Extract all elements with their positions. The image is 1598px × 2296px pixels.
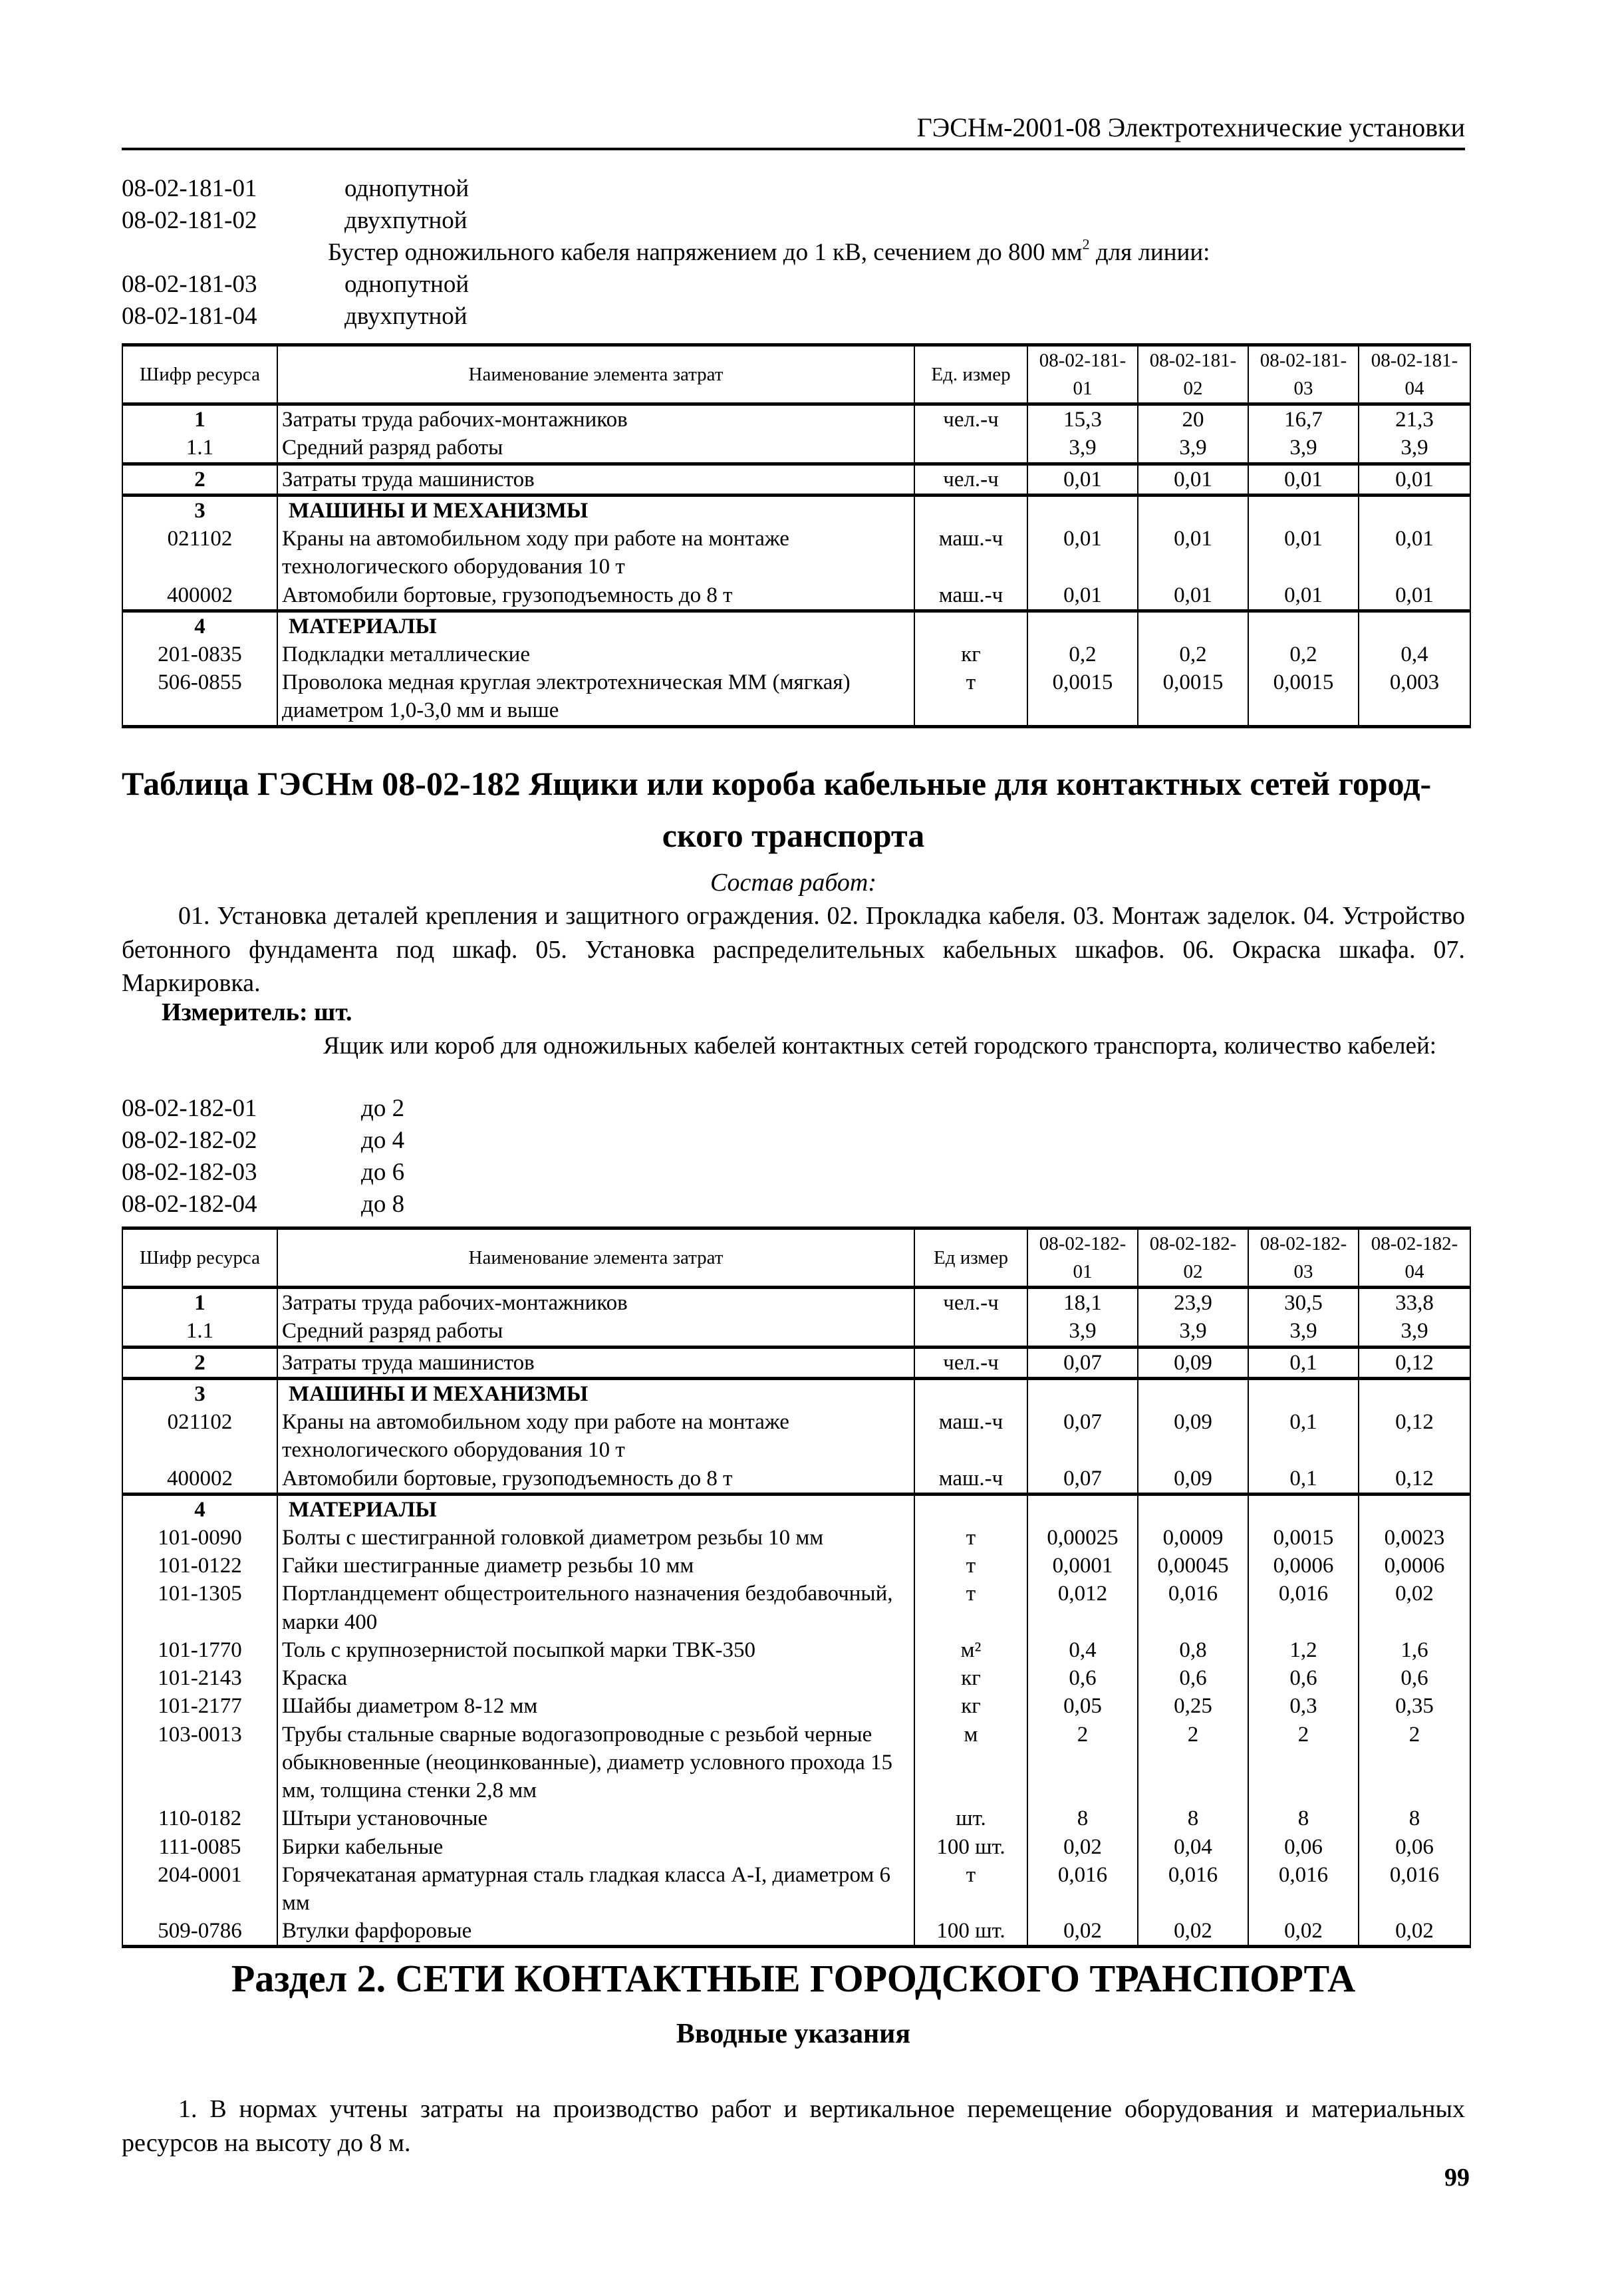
row-value-col-1: 3,9 xyxy=(1027,434,1138,464)
row-name: Краска xyxy=(277,1664,914,1692)
row-name: МАШИНЫ И МЕХАНИЗМЫ xyxy=(277,495,914,525)
row-value-col-1: 0,6 xyxy=(1027,1664,1138,1692)
row-value-col-3: 0,016 xyxy=(1248,1861,1359,1917)
table-row xyxy=(122,1524,1470,1552)
row-value-col-4: 0,35 xyxy=(1359,1692,1470,1720)
header-col-2: 08-02-182-02 xyxy=(1138,1228,1248,1288)
table-row xyxy=(122,611,1470,641)
code-item-desc: до 4 xyxy=(361,1127,405,1154)
header-col-1: 08-02-181-01 xyxy=(1027,345,1138,404)
row-value-col-2: 0,01 xyxy=(1138,525,1248,581)
row-name: Краны на автомобильном ходу при работе на монтаже технологического оборудования 10 т xyxy=(277,1408,914,1464)
row-value-col-2: 0,8 xyxy=(1138,1636,1248,1664)
row-code: 4 xyxy=(122,1494,277,1524)
row-unit: 100 шт. xyxy=(914,1833,1027,1861)
row-value-col-4: 33,8 xyxy=(1359,1288,1470,1318)
row-value-col-3: 8 xyxy=(1248,1804,1359,1832)
table182-title-line1: Таблица ГЭСНм 08-02-182 Ящики или короба кабельные для контактных сетей город- xyxy=(122,765,1432,802)
row-value-col-1 xyxy=(1027,1378,1138,1408)
row-value-col-3: 0,2 xyxy=(1248,641,1359,668)
row-value-col-3: 0,01 xyxy=(1248,581,1359,611)
row-value-col-4: 0,0023 xyxy=(1359,1524,1470,1552)
table-row xyxy=(122,1347,1470,1378)
row-value-col-4: 0,12 xyxy=(1359,1408,1470,1464)
row-value-col-1: 0,07 xyxy=(1027,1347,1138,1378)
section-subtitle: Вводные указания xyxy=(676,2019,911,2049)
row-unit: маш.-ч xyxy=(914,581,1027,611)
row-value-col-4: 8 xyxy=(1359,1804,1470,1832)
row-value-col-3: 0,6 xyxy=(1248,1664,1359,1692)
row-value-col-4 xyxy=(1359,611,1470,641)
row-value-col-2: 0,2 xyxy=(1138,641,1248,668)
row-name: Автомобили бортовые, грузоподъемность до 8 т xyxy=(277,1465,914,1495)
row-value-col-2: 0,00045 xyxy=(1138,1552,1248,1580)
row-code: 1 xyxy=(122,1288,277,1318)
row-value-col-2: 0,016 xyxy=(1138,1580,1248,1636)
row-value-col-3 xyxy=(1248,1494,1359,1524)
row-value-col-3: 0,02 xyxy=(1248,1917,1359,1947)
row-value-col-4: 1,6 xyxy=(1359,1636,1470,1664)
table-row xyxy=(122,404,1470,434)
row-unit: т xyxy=(914,668,1027,726)
row-value-col-2: 0,016 xyxy=(1138,1861,1248,1917)
row-name: МАТЕРИАЛЫ xyxy=(277,1494,914,1524)
code-item-code: 08-02-182-01 xyxy=(122,1095,257,1122)
row-value-col-4: 3,9 xyxy=(1359,434,1470,464)
row-name: Автомобили бортовые, грузоподъемность до 8 т xyxy=(277,581,914,611)
row-unit: т xyxy=(914,1580,1027,1636)
row-value-col-1: 2 xyxy=(1027,1721,1138,1805)
note-superscript: 2 xyxy=(1082,235,1090,253)
row-name: Втулки фарфоровые xyxy=(277,1917,914,1947)
header-code: Шифр ресурса xyxy=(122,1228,277,1288)
row-value-col-3: 0,0015 xyxy=(1248,1524,1359,1552)
code-item-code: 08-02-182-04 xyxy=(122,1191,257,1218)
row-value-col-1: 0,02 xyxy=(1027,1833,1138,1861)
row-value-col-1: 0,0015 xyxy=(1027,668,1138,726)
row-value-col-3: 0,016 xyxy=(1248,1580,1359,1636)
code-item xyxy=(122,302,1465,334)
row-code: 400002 xyxy=(122,1465,277,1495)
row-value-col-1: 0,01 xyxy=(1027,581,1138,611)
table-row xyxy=(122,464,1470,495)
code-item-code: 08-02-181-02 xyxy=(122,207,257,234)
table-row xyxy=(122,1664,1470,1692)
row-value-col-1: 0,0001 xyxy=(1027,1552,1138,1580)
row-value-col-3 xyxy=(1248,1378,1359,1408)
row-value-col-2: 0,6 xyxy=(1138,1664,1248,1692)
row-code: 2 xyxy=(122,1347,277,1378)
work-composition-label: Состав работ: xyxy=(710,869,877,897)
header-col-3: 08-02-181-03 xyxy=(1248,345,1359,404)
row-value-col-1: 0,00025 xyxy=(1027,1524,1138,1552)
row-code: 201-0835 xyxy=(122,641,277,668)
row-code: 101-1770 xyxy=(122,1636,277,1664)
row-name: Краны на автомобильном ходу при работе на монтаже технологического оборудования 10 т xyxy=(277,525,914,581)
row-value-col-4: 0,12 xyxy=(1359,1347,1470,1378)
row-code: 101-2143 xyxy=(122,1664,277,1692)
row-value-col-2 xyxy=(1138,1378,1248,1408)
table-row xyxy=(122,581,1470,611)
row-value-col-4: 0,01 xyxy=(1359,525,1470,581)
row-value-col-2: 0,09 xyxy=(1138,1347,1248,1378)
row-value-col-1: 0,016 xyxy=(1027,1861,1138,1917)
table-row xyxy=(122,434,1470,464)
table-row xyxy=(122,1288,1470,1318)
row-name: Затраты труда машинистов xyxy=(277,1347,914,1378)
row-unit: т xyxy=(914,1861,1027,1917)
note-prefix: Бустер одножильного кабеля напряжением до 1 кВ, сечением до 800 мм xyxy=(328,239,1083,266)
table-row xyxy=(122,641,1470,668)
row-unit: чел.-ч xyxy=(914,1347,1027,1378)
row-code: 111-0085 xyxy=(122,1833,277,1861)
row-value-col-4: 2 xyxy=(1359,1721,1470,1805)
row-unit: маш.-ч xyxy=(914,1465,1027,1495)
row-name: Подкладки металлические xyxy=(277,641,914,668)
code-item xyxy=(122,174,1465,206)
table182-description: Ящик или короб для одножильных кабелей контактных сетей городского транспорта, количество кабелей: xyxy=(323,1032,1437,1060)
row-value-col-3: 0,0006 xyxy=(1248,1552,1359,1580)
row-value-col-4 xyxy=(1359,495,1470,525)
row-unit: шт. xyxy=(914,1804,1027,1832)
note-suffix: для линии: xyxy=(1089,239,1210,266)
row-value-col-1: 18,1 xyxy=(1027,1288,1138,1318)
code-item-code: 08-02-181-01 xyxy=(122,175,257,202)
header-col-1: 08-02-182-01 xyxy=(1027,1228,1138,1288)
row-unit xyxy=(914,434,1027,464)
running-header: ГЭСНм-2001-08 Электротехнические установки xyxy=(916,112,1465,142)
row-value-col-3: 3,9 xyxy=(1248,1317,1359,1347)
row-unit xyxy=(914,1378,1027,1408)
row-name: Проволока медная круглая электротехническая ММ (мягкая) диаметром 1,0-3,0 мм и выше xyxy=(277,668,914,726)
page-number: 99 xyxy=(1444,2164,1470,2192)
row-value-col-2: 0,0015 xyxy=(1138,668,1248,726)
table-header-row xyxy=(122,1228,1470,1288)
row-value-col-3: 16,7 xyxy=(1248,404,1359,434)
row-unit: чел.-ч xyxy=(914,464,1027,495)
code-item xyxy=(122,1158,1465,1190)
row-code: 509-0786 xyxy=(122,1917,277,1947)
row-value-col-1 xyxy=(1027,1494,1138,1524)
code-item-code: 08-02-182-02 xyxy=(122,1127,257,1154)
row-code: 400002 xyxy=(122,581,277,611)
row-value-col-4: 0,003 xyxy=(1359,668,1470,726)
row-name: Трубы стальные сварные водогазопроводные с резьбой черные обыкновенные (неоцинкованные), диаметр условного прохода 15 мм, толщина стенки 2,8 мм xyxy=(277,1721,914,1805)
header-name: Наименование элемента затрат xyxy=(277,1228,914,1288)
row-unit: кг xyxy=(914,1692,1027,1720)
header-name: Наименование элемента затрат xyxy=(277,345,914,404)
row-name: МАТЕРИАЛЫ xyxy=(277,611,914,641)
row-value-col-4: 21,3 xyxy=(1359,404,1470,434)
row-value-col-4: 0,01 xyxy=(1359,581,1470,611)
row-value-col-2: 0,09 xyxy=(1138,1465,1248,1495)
header-unit: Ед измер xyxy=(914,1228,1027,1288)
row-value-col-1: 15,3 xyxy=(1027,404,1138,434)
table182-code-list xyxy=(122,1094,1465,1222)
code-item-desc: однопутной xyxy=(344,175,469,202)
code-item-desc: до 6 xyxy=(361,1159,405,1186)
code-item xyxy=(122,270,1465,302)
row-unit: м² xyxy=(914,1636,1027,1664)
row-value-col-4: 0,01 xyxy=(1359,464,1470,495)
row-code: 101-0122 xyxy=(122,1552,277,1580)
code-item xyxy=(122,206,1465,238)
row-code: 103-0013 xyxy=(122,1721,277,1805)
row-value-col-4: 0,4 xyxy=(1359,641,1470,668)
table-body xyxy=(122,1288,1470,1947)
row-value-col-2: 3,9 xyxy=(1138,1317,1248,1347)
header-col-4: 08-02-182-04 xyxy=(1359,1228,1470,1288)
table-row xyxy=(122,1833,1470,1861)
row-value-col-4: 0,12 xyxy=(1359,1465,1470,1495)
row-name: Гайки шестигранные диаметр резьбы 10 мм xyxy=(277,1552,914,1580)
row-value-col-3: 0,1 xyxy=(1248,1347,1359,1378)
measure-unit: Измеритель: шт. xyxy=(162,998,352,1026)
row-value-col-3 xyxy=(1248,495,1359,525)
table-body xyxy=(122,404,1470,727)
table-row xyxy=(122,1580,1470,1636)
row-value-col-2: 0,25 xyxy=(1138,1692,1248,1720)
row-value-col-1: 0,01 xyxy=(1027,525,1138,581)
row-value-col-4: 3,9 xyxy=(1359,1317,1470,1347)
row-value-col-4 xyxy=(1359,1494,1470,1524)
table-row xyxy=(122,1861,1470,1917)
row-unit xyxy=(914,1494,1027,1524)
row-code: 021102 xyxy=(122,525,277,581)
table-row xyxy=(122,668,1470,726)
row-value-col-2 xyxy=(1138,495,1248,525)
row-name: Средний разряд работы xyxy=(277,434,914,464)
row-unit: т xyxy=(914,1552,1027,1580)
row-code: 204-0001 xyxy=(122,1861,277,1917)
row-value-col-2: 0,09 xyxy=(1138,1408,1248,1464)
row-code: 1 xyxy=(122,404,277,434)
row-code: 1.1 xyxy=(122,1317,277,1347)
row-value-col-4: 0,02 xyxy=(1359,1917,1470,1947)
row-value-col-1: 0,01 xyxy=(1027,464,1138,495)
row-value-col-2: 2 xyxy=(1138,1721,1248,1805)
row-value-col-1 xyxy=(1027,495,1138,525)
header-col-3: 08-02-182-03 xyxy=(1248,1228,1359,1288)
resource-table-182 xyxy=(122,1226,1471,1948)
row-code: 101-0090 xyxy=(122,1524,277,1552)
row-code: 021102 xyxy=(122,1408,277,1464)
table-row xyxy=(122,1378,1470,1408)
row-unit: чел.-ч xyxy=(914,1288,1027,1318)
row-value-col-2: 20 xyxy=(1138,404,1248,434)
table-row xyxy=(122,1408,1470,1464)
row-value-col-4: 0,6 xyxy=(1359,1664,1470,1692)
row-unit xyxy=(914,611,1027,641)
cable-booster-note xyxy=(122,235,1465,270)
row-unit: кг xyxy=(914,1664,1027,1692)
row-value-col-1: 0,07 xyxy=(1027,1408,1138,1464)
row-name: МАШИНЫ И МЕХАНИЗМЫ xyxy=(277,1378,914,1408)
row-unit xyxy=(914,1317,1027,1347)
row-value-col-4: 0,02 xyxy=(1359,1580,1470,1636)
row-value-col-1 xyxy=(1027,611,1138,641)
row-code: 101-1305 xyxy=(122,1580,277,1636)
code-item-code: 08-02-181-04 xyxy=(122,303,257,330)
code-item xyxy=(122,1094,1465,1126)
header-col-2: 08-02-181-02 xyxy=(1138,345,1248,404)
row-value-col-2: 0,0009 xyxy=(1138,1524,1248,1552)
table182-title-line2: ского транспорта xyxy=(662,816,925,854)
table-row xyxy=(122,1317,1470,1347)
row-code: 4 xyxy=(122,611,277,641)
table-row xyxy=(122,1917,1470,1947)
work-composition-text: 01. Установка деталей крепления и защитного ограждения. 02. Прокладка кабеля. 03. Монтаж заделок. 04. Устройство бетонного фундамента под шкаф. 05. Установка распределительных кабельных шкафов. 06. Окраска шкафа. 07. Маркировка. xyxy=(122,902,1465,998)
row-value-col-3: 3,9 xyxy=(1248,434,1359,464)
row-code: 110-0182 xyxy=(122,1804,277,1832)
row-name: Портландцемент общестроительного назначения бездобавочный, марки 400 xyxy=(277,1580,914,1636)
row-value-col-3: 0,1 xyxy=(1248,1465,1359,1495)
row-value-col-3: 0,1 xyxy=(1248,1408,1359,1464)
row-name: Затраты труда рабочих-монтажников xyxy=(277,1288,914,1318)
row-code: 506-0855 xyxy=(122,668,277,726)
row-value-col-3: 0,0015 xyxy=(1248,668,1359,726)
row-unit: 100 шт. xyxy=(914,1917,1027,1947)
row-value-col-2: 0,01 xyxy=(1138,581,1248,611)
row-name: Затраты труда машинистов xyxy=(277,464,914,495)
table181-code-list xyxy=(122,174,1465,334)
row-value-col-4: 0,016 xyxy=(1359,1861,1470,1917)
code-item xyxy=(122,1126,1465,1158)
row-unit: т xyxy=(914,1524,1027,1552)
row-name: Бирки кабельные xyxy=(277,1833,914,1861)
row-value-col-2: 23,9 xyxy=(1138,1288,1248,1318)
code-item xyxy=(122,1190,1465,1222)
code-item-desc: двухпутной xyxy=(344,207,467,234)
section-title: Раздел 2. СЕТИ КОНТАКТНЫЕ ГОРОДСКОГО ТРАНСПОРТА xyxy=(231,1957,1356,2000)
row-name: Шайбы диаметром 8-12 мм xyxy=(277,1692,914,1720)
row-value-col-2: 8 xyxy=(1138,1804,1248,1832)
row-value-col-3: 0,3 xyxy=(1248,1692,1359,1720)
code-item-code: 08-02-182-03 xyxy=(122,1159,257,1186)
table-row xyxy=(122,1552,1470,1580)
row-name: Штыри установочные xyxy=(277,1804,914,1832)
row-value-col-1: 3,9 xyxy=(1027,1317,1138,1347)
row-value-col-1: 8 xyxy=(1027,1804,1138,1832)
row-unit xyxy=(914,495,1027,525)
table-row xyxy=(122,1494,1470,1524)
code-item-desc: до 2 xyxy=(361,1095,405,1122)
row-unit: м xyxy=(914,1721,1027,1805)
header-rule xyxy=(122,148,1465,150)
table-row xyxy=(122,525,1470,581)
table-row xyxy=(122,1804,1470,1832)
intro-paragraph: 1. В нормах учтены затраты на производство работ и вертикальное перемещение оборудования и материальных ресурсов на высоту до 8 м. xyxy=(122,2095,1465,2157)
row-value-col-4: 0,06 xyxy=(1359,1833,1470,1861)
header-col-4: 08-02-181-04 xyxy=(1359,345,1470,404)
row-value-col-3: 1,2 xyxy=(1248,1636,1359,1664)
row-code: 2 xyxy=(122,464,277,495)
row-unit: маш.-ч xyxy=(914,1408,1027,1464)
table-row xyxy=(122,1636,1470,1664)
table-header-row xyxy=(122,345,1470,404)
row-name: Средний разряд работы xyxy=(277,1317,914,1347)
row-name: Затраты труда рабочих-монтажников xyxy=(277,404,914,434)
row-value-col-3: 0,06 xyxy=(1248,1833,1359,1861)
code-item-code: 08-02-181-03 xyxy=(122,271,257,298)
table-row xyxy=(122,1465,1470,1495)
row-name: Горячекатаная арматурная сталь гладкая класса А-I, диаметром 6 мм xyxy=(277,1861,914,1917)
header-code: Шифр ресурса xyxy=(122,345,277,404)
row-value-col-2 xyxy=(1138,1494,1248,1524)
row-value-col-4: 0,0006 xyxy=(1359,1552,1470,1580)
row-code: 3 xyxy=(122,1378,277,1408)
row-value-col-3: 0,01 xyxy=(1248,464,1359,495)
row-value-col-2: 0,01 xyxy=(1138,464,1248,495)
row-value-col-1: 0,02 xyxy=(1027,1917,1138,1947)
resource-table-181 xyxy=(122,343,1471,728)
row-code: 1.1 xyxy=(122,434,277,464)
row-value-col-3: 30,5 xyxy=(1248,1288,1359,1318)
table-row xyxy=(122,1721,1470,1805)
row-value-col-2 xyxy=(1138,611,1248,641)
row-code: 3 xyxy=(122,495,277,525)
row-unit: маш.-ч xyxy=(914,525,1027,581)
code-item-desc: до 8 xyxy=(361,1191,405,1218)
row-value-col-3: 2 xyxy=(1248,1721,1359,1805)
table-row xyxy=(122,1692,1470,1720)
row-value-col-1: 0,2 xyxy=(1027,641,1138,668)
header-unit: Ед. измер xyxy=(914,345,1027,404)
row-value-col-2: 3,9 xyxy=(1138,434,1248,464)
row-value-col-2: 0,04 xyxy=(1138,1833,1248,1861)
row-name: Болты с шестигранной головкой диаметром резьбы 10 мм xyxy=(277,1524,914,1552)
row-unit: чел.-ч xyxy=(914,404,1027,434)
row-value-col-1: 0,05 xyxy=(1027,1692,1138,1720)
table-row xyxy=(122,495,1470,525)
row-value-col-3: 0,01 xyxy=(1248,525,1359,581)
row-value-col-1: 0,012 xyxy=(1027,1580,1138,1636)
code-item-desc: однопутной xyxy=(344,271,469,298)
row-value-col-4 xyxy=(1359,1378,1470,1408)
row-code: 101-2177 xyxy=(122,1692,277,1720)
row-name: Толь с крупнозернистой посыпкой марки ТВК-350 xyxy=(277,1636,914,1664)
row-value-col-1: 0,4 xyxy=(1027,1636,1138,1664)
code-item-desc: двухпутной xyxy=(344,303,467,330)
row-value-col-1: 0,07 xyxy=(1027,1465,1138,1495)
row-value-col-2: 0,02 xyxy=(1138,1917,1248,1947)
row-value-col-3 xyxy=(1248,611,1359,641)
row-unit: кг xyxy=(914,641,1027,668)
table182-title xyxy=(122,758,1465,861)
